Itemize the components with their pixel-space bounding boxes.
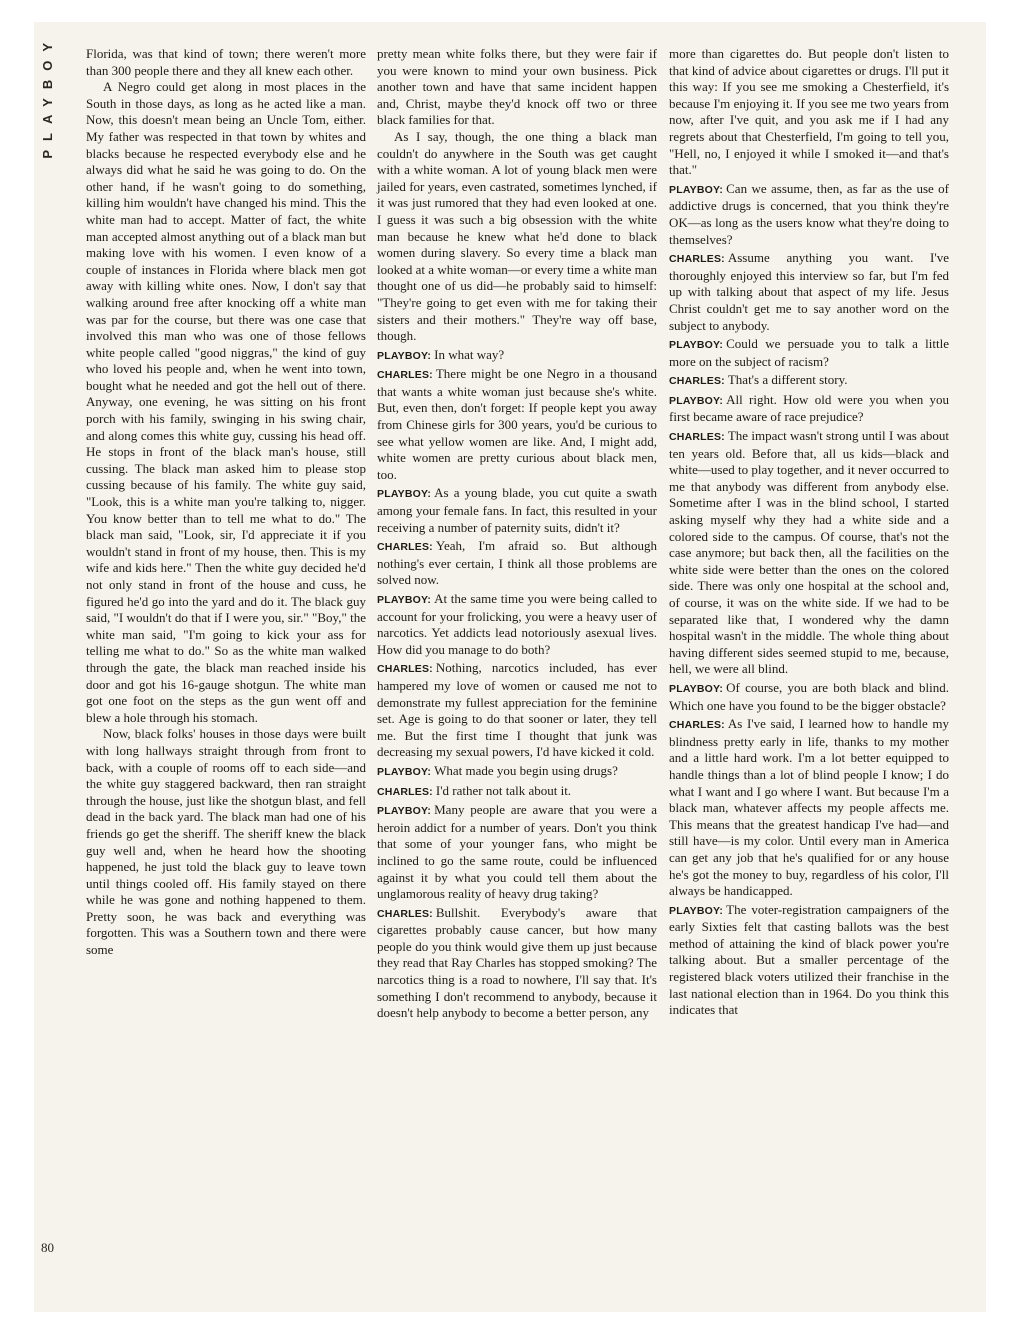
interview-exchange: [377, 802, 657, 903]
exchange-text: As I've said, I learned how to handle my blindness pretty early in life, thanks to my mother and a little hard work. I'm a lot better equipped to handle things than a lot of blind people I know; I do what I want and I go where I want. But because I'm a black man, whatever affects my people affects me. This means that the greatest handicap I've had—and still have—is my color. Until every man in America can get any job that he's qualified for or any house he's got the money to buy, regardless of his color, I'll always be handicapped.: [669, 716, 949, 899]
exchange-text: What made you begin using drugs?: [434, 762, 618, 778]
exchange-text: That's a different story.: [727, 372, 848, 388]
interview-exchange: [377, 347, 657, 365]
interview-exchange: [377, 591, 657, 658]
speaker-label: PLAYBOY:: [377, 594, 432, 606]
interview-exchange: [377, 660, 657, 761]
text-column-1: [86, 46, 366, 959]
interview-exchange: [669, 392, 949, 426]
magazine-sidebar-title: PLAYBOY: [40, 34, 55, 159]
interview-exchange: [669, 336, 949, 370]
body-paragraph: Now, black folks' houses in those days were built with long hallways straight through from front to back, with a couple of rooms off to each side—and the white guy staggered backward, then ran straight through the house, just like the shotgun blast, and fell dead in the back yard. The black man had one of his friends go get the sheriff. The sheriff knew the black guy well and, when he heard how the shooting happened, he just told the black guy to leave town until things cooled off. His family stayed on there while he was gone and nothing happened to them. Pretty soon, he was back and everything was forgotten. This was a Southern town and there were some: [86, 726, 366, 958]
exchange-text: I'd rather not talk about it.: [435, 782, 572, 798]
speaker-label: PLAYBOY:: [377, 765, 432, 778]
speaker-label: CHARLES:: [377, 369, 433, 382]
speaker-label: PLAYBOY:: [669, 394, 724, 407]
interview-exchange: [669, 680, 949, 714]
body-paragraph: A Negro could get along in most places in the South in those days, as long as he acted like a man. Now, this doesn't mean being an Uncle Tom, either. My father was respected in that town by whites and blacks because he respected everybody else and he always did what he said he was going to do. On the other hand, if he wasn't going to do something, killing him wouldn't have changed his mind. This the white man had to accept. Matter of fact, the white man accepted almost anything out of a black man but making love with his women. I even know of a couple of instances in Florida where black men got away with killing white ones. Now, I don't say that walking around free after knocking off a white man was par for the course, but there was one case that involved this man who was one of those fellows white people called "good niggras," the kind of guy who loved his people and, when he went into town, bought what he needed and got the hell out of there. Anyway, one evening, he was sitting on his front porch with his family, swinging in his swing chair, and along comes this white guy, cussing his head off. He stops in front of the black man's house, still cussing. The black man asked him to please stop cussing because of his family. The white guy said, "Look, this is a white man you're talking to, nigger. You know better than to tell me what to do." The black man said, "Look, sir, I'd appreciate it if you wouldn't stand in front of my house, then. This is my wife and kids here." Then the white guy decided he'd not only stand in front of the house and cuss, he figured he'd go into the yard and do it. The black guy said, "I wouldn't do that if I were you, sir." "Boy," the white man said, "I'm going to kick your ass for telling me what to do." So as the white man walked through the gate, the black man reached inside his door and got his 16-gauge shotgun. The white man got one foot on the steps as the gun went off and blew a hole through his stomach.: [86, 79, 366, 725]
exchange-text: The impact wasn't strong until I was about ten years old. Before that, all us kids—black and white—used to play together, and it never occurred to me that anybody was different from anybody else. Sometime after I was in the blind school, I started asking myself why they had a white side and a colored side to the campus. Of course, that's not the case anymore; but back then, all the facilities on the white side were better than the ones on the colored side. There was only one hospital at the school and, of course, it was on the white side. If we had to be separated like that, I wondered why the damn hospital wasn't in the middle. The whole thing about having different sides seemed stupid to me, because, hell, we were all blind.: [669, 428, 949, 677]
exchange-text: There might be one Negro in a thousand that wants a white woman just because she's white. But, even then, don't forget: If people kept you away from Chinese girls for 300 years, you'd be curious to see what yellow women are like. And, I might add, white women are pretty curious about black men, too.: [377, 366, 657, 482]
exchange-text: Many people are aware that you were a heroin addict for a number of years. Don't you think that some of your younger fans, who might be inclined to go the same route, could be influenced against it by what you could tell them about the unglamorous reality of heavy drug taking?: [377, 802, 657, 902]
exchange-text: Of course, you are both black and blind. Which one have you found to be the bigger obstacle?: [669, 679, 949, 713]
exchange-text: At the same time you were being called to account for your frolicking, you were a heavy user of narcotics. Yet addicts lead notoriously asexual lives. How did you manage to do both?: [377, 591, 657, 657]
speaker-label: PLAYBOY:: [669, 904, 724, 917]
interview-exchange: [377, 485, 657, 536]
exchange-text: As a young blade, you cut quite a swath among your female fans. In fact, this resulted in your receiving a number of paternity suits, didn't it?: [377, 485, 657, 535]
body-paragraph: more than cigarettes do. But people don't listen to that kind of advice about cigarettes or drugs. I'll put it this way: If you see me smoking a Chesterfield, it's because I'm enjoying it. If you see me two years from now, after I've quit, and you ask me if I had any regrets about that Chesterfield, I'm going to tell you, "Hell, no, I enjoyed it while I smoked it—and that's that.": [669, 46, 949, 178]
exchange-text: In what way?: [434, 346, 505, 362]
interview-exchange: [377, 783, 657, 801]
speaker-label: CHARLES:: [377, 907, 433, 920]
speaker-label: PLAYBOY:: [669, 682, 724, 695]
exchange-text: The voter-registration campaigners of the early Sixties felt that casting ballots was the best method of attaining the kind of black power you're talking about. But a smaller percentage of the registered black voters utilized their franchise in the last national election than in 1964. Do you think this indicates that: [669, 901, 949, 1018]
speaker-label: PLAYBOY:: [377, 488, 432, 501]
exchange-text: Yeah, I'm afraid so. But although nothing's ever certain, I think all those problems are solved now.: [377, 538, 657, 588]
body-paragraph: As I say, though, the one thing a black man couldn't do anywhere in the South was get caught with a white woman. A lot of young black men were jailed for years, even castrated, sometimes lynched, if it was just rumored that they had even looked at one. I guess it was such a big obsession with the white man because he knew what he'd done to black women during slavery. So every time a black man looked at a white woman—or every time a white man thought one of us did—he probably said to himself: "They're going to get even with me for taking their sisters and their mothers." They're way off base, though.: [377, 128, 657, 344]
exchange-text: Nothing, narcotics included, has ever hampered my love of women or caused me not to demonstrate my fullest appreciation for the feminine set. Age is going to do that sooner or later, they tell me. But the first time I thought that junk was decreasing my sexual powers, I'd have kicked it cold.: [377, 660, 657, 760]
speaker-label: CHARLES:: [377, 785, 433, 798]
speaker-label: PLAYBOY:: [669, 339, 724, 352]
interview-exchange: [669, 716, 949, 900]
interview-exchange: [669, 902, 949, 1019]
page-number: 80: [41, 1240, 54, 1255]
speaker-label: CHARLES:: [669, 719, 725, 732]
interview-exchange: [377, 905, 657, 1022]
interview-exchange: [669, 250, 949, 334]
interview-exchange: [669, 428, 949, 678]
speaker-label: PLAYBOY:: [377, 349, 432, 362]
interview-exchange: [669, 181, 949, 248]
exchange-text: Bullshit. Everybody's aware that cigarettes probably cause cancer, but how many people do you think would give them up just because they read that Ray Charles has stopped smoking? The narcotics thing is a road to nowhere, I'll say that. It's something I don't recommend to anybody, because it doesn't help anybody to become a better person, any: [377, 904, 657, 1021]
text-column-3: [669, 46, 949, 1019]
exchange-text: Can we assume, then, as far as the use of addictive drugs is concerned, that you think they're OK—as long as the users know what they're doing to themselves?: [669, 180, 949, 247]
exchange-text: Assume anything you want. I've thoroughly enjoyed this interview so far, but I'm fed up with talking about that aspect of my life. Jesus Christ couldn't get me to say another word on the subject to anybody.: [669, 250, 949, 333]
interview-exchange: [377, 366, 657, 483]
speaker-label: PLAYBOY:: [669, 183, 724, 196]
exchange-text: Could we persuade you to talk a little more on the subject of racism?: [669, 336, 949, 369]
interview-exchange: [669, 372, 949, 390]
speaker-label: PLAYBOY:: [377, 805, 432, 818]
speaker-label: CHARLES:: [669, 375, 725, 388]
interview-exchange: [377, 763, 657, 781]
speaker-label: CHARLES:: [377, 541, 433, 554]
body-paragraph: Florida, was that kind of town; there weren't more than 300 people there and they all knew each other.: [86, 46, 366, 78]
speaker-label: CHARLES:: [669, 253, 725, 266]
speaker-label: CHARLES:: [669, 431, 725, 444]
interview-exchange: [377, 538, 657, 589]
exchange-text: All right. How old were you when you first became aware of race prejudice?: [669, 391, 949, 425]
text-column-2: [377, 46, 657, 1022]
speaker-label: CHARLES:: [377, 663, 433, 676]
body-paragraph: pretty mean white folks there, but they were fair if you were known to mind your own business. Pick another town and have that same incident happen and, Christ, maybe they'd knock off two or three black families for that.: [377, 46, 657, 128]
